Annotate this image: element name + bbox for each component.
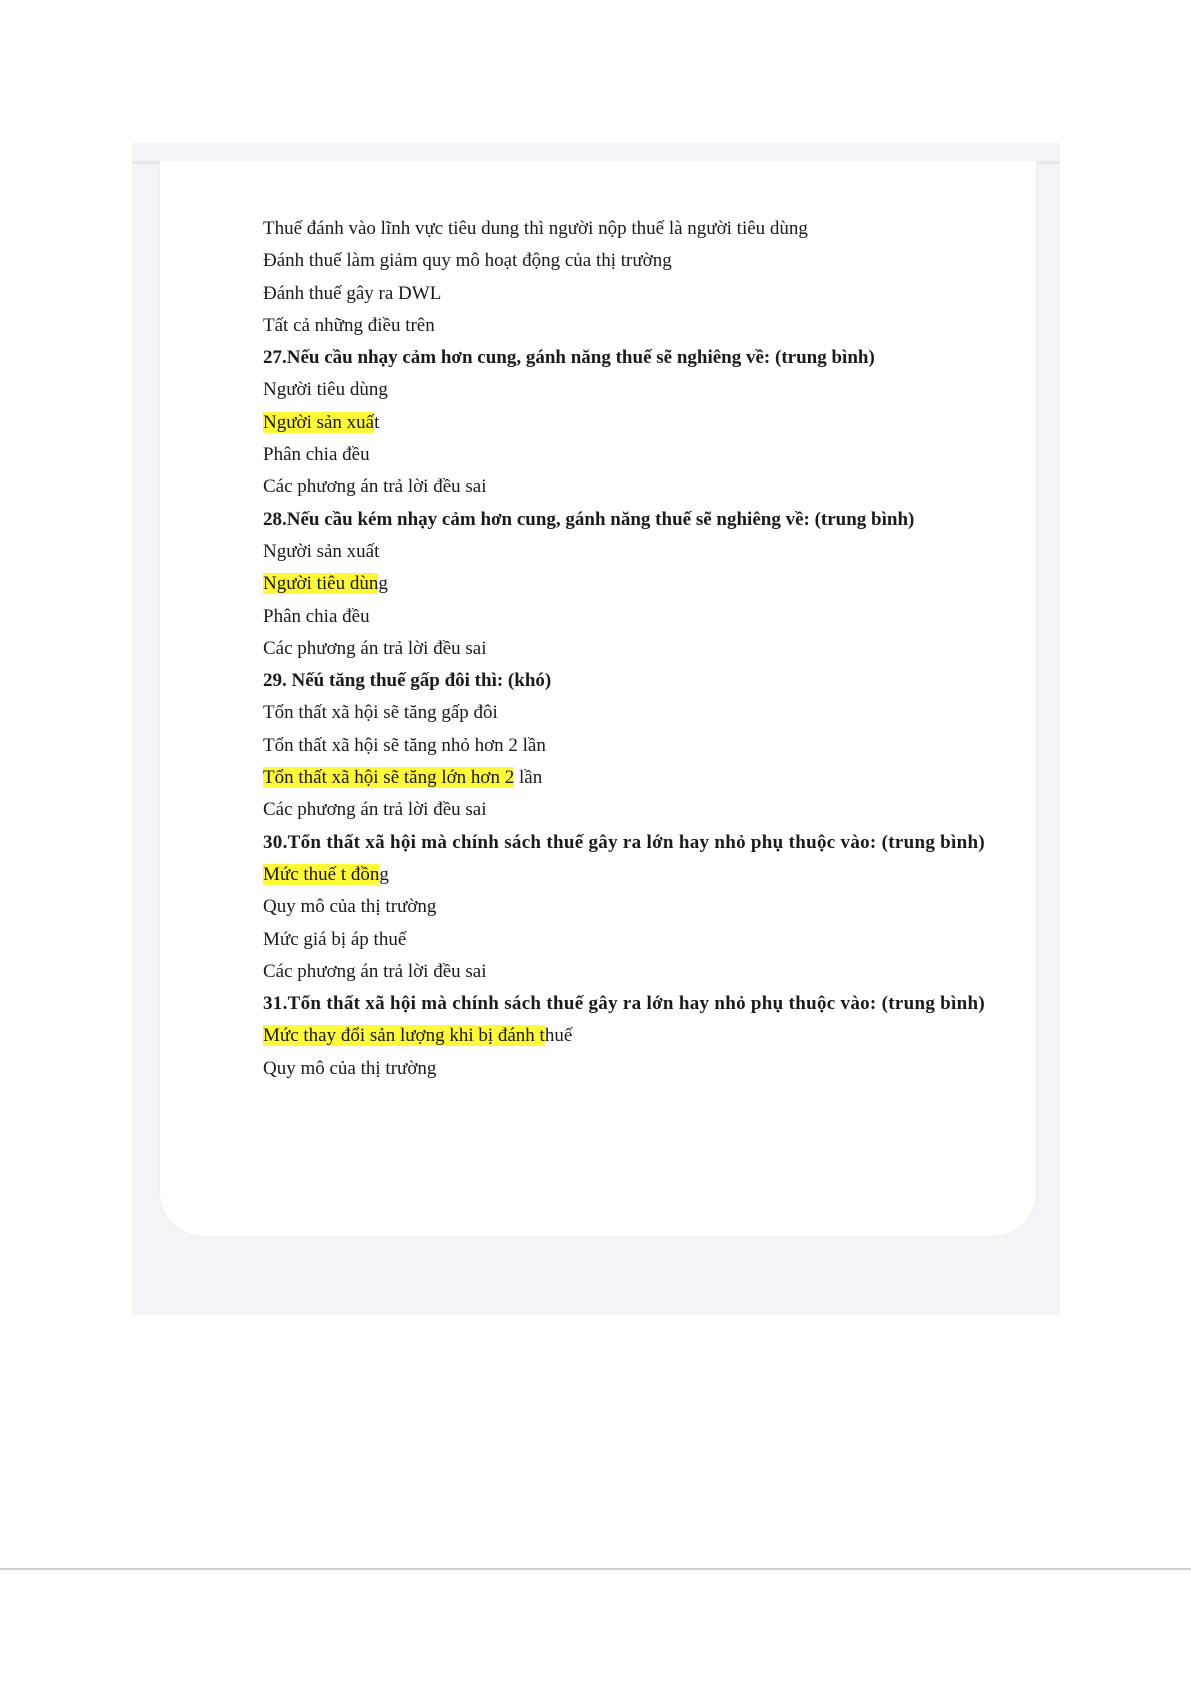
- answer-line: [263, 245, 1003, 277]
- highlighted-answer-line: [263, 568, 1003, 600]
- question-line: [263, 988, 1003, 1020]
- line-text: Tổn thất xã hội sẽ tăng gấp đôi: [263, 702, 498, 724]
- highlight-mark: Tổn thất xã hội sẽ tăng lớn hơn 2: [263, 767, 515, 789]
- line-text: Phân chia đều: [263, 444, 370, 466]
- question-line: [263, 827, 1003, 859]
- line-text: g: [379, 863, 389, 885]
- line-text: Các phương án trả lời đều sai: [263, 637, 487, 659]
- highlighted-answer-line: [263, 407, 1003, 439]
- line-text: lần: [514, 767, 543, 789]
- highlight-mark: Mức thay đổi sản lượng khi bị đánh t: [263, 1025, 545, 1047]
- line-text: Đánh thuế làm giảm quy mô hoạt động của thị trường: [263, 250, 672, 272]
- highlighted-answer-line: [263, 1020, 1003, 1052]
- question-line: [263, 665, 1003, 697]
- answer-line: [263, 891, 1003, 923]
- answer-line: [263, 633, 1003, 665]
- line-text: Tất cả những điều trên: [263, 314, 435, 336]
- answer-line: [263, 730, 1003, 762]
- answer-line: [263, 1053, 1003, 1085]
- line-text: 28.Nếu cầu kém nhạy cảm hơn cung, gánh năng thuế sẽ nghiêng về: (trung bình): [263, 508, 915, 530]
- highlighted-answer-line: [263, 762, 1003, 794]
- answer-line: [263, 697, 1003, 729]
- line-text: huế: [544, 1025, 573, 1047]
- highlight-mark: Người tiêu dùn: [263, 573, 379, 595]
- answer-line: [263, 794, 1003, 826]
- line-text: Thuế đánh vào lĩnh vực tiêu dung thì người nộp thuế là người tiêu dùng: [263, 218, 808, 239]
- answer-line: [263, 471, 1003, 503]
- answer-line: [263, 924, 1003, 956]
- line-text: Người sản xuất: [263, 540, 380, 562]
- highlight-mark: Người sản xuấ: [263, 411, 375, 433]
- line-text: Quy mô của thị trường: [263, 1057, 437, 1079]
- answer-line: [263, 374, 1003, 406]
- document-text: [263, 213, 1003, 1085]
- question-line: [263, 342, 1003, 374]
- line-text: g: [378, 573, 388, 595]
- line-text: 27.Nếu cầu nhạy cảm hơn cung, gánh năng thuế sẽ nghiêng về: (trung bình): [263, 347, 875, 369]
- line-text: Phân chia đều: [263, 605, 370, 627]
- answer-line: [263, 278, 1003, 310]
- page-divider: [0, 1568, 1191, 1570]
- answer-line: [263, 601, 1003, 633]
- line-text: Quy mô của thị trường: [263, 896, 437, 918]
- answer-line: [263, 536, 1003, 568]
- answer-line: [263, 213, 1003, 245]
- question-line: [263, 504, 1003, 536]
- line-text: Các phương án trả lời đều sai: [263, 476, 487, 498]
- answer-line: [263, 439, 1003, 471]
- answer-line: [263, 956, 1003, 988]
- line-text: 31.Tổn thất xã hội mà chính sách thuế gây ra lớn hay nhỏ phụ thuộc vào: (trung bình): [263, 993, 985, 1015]
- line-text: Các phương án trả lời đều sai: [263, 799, 487, 821]
- highlight-mark: Mức thuế t đồn: [263, 863, 380, 885]
- line-text: 29. Nếú tăng thuế gấp đôi thì: (khó): [263, 670, 552, 692]
- line-text: t: [374, 411, 380, 433]
- line-text: Người tiêu dùng: [263, 379, 388, 401]
- line-text: Mức giá bị áp thuế: [263, 928, 407, 950]
- highlighted-answer-line: [263, 859, 1003, 891]
- line-text: Tổn thất xã hội sẽ tăng nhỏ hơn 2 lần: [263, 734, 546, 756]
- line-text: Đánh thuế gây ra DWL: [263, 282, 442, 304]
- answer-line: [263, 310, 1003, 342]
- line-text: 30.Tổn thất xã hội mà chính sách thuế gây ra lớn hay nhỏ phụ thuộc vào: (trung bình): [263, 831, 985, 853]
- line-text: Các phương án trả lời đều sai: [263, 960, 487, 982]
